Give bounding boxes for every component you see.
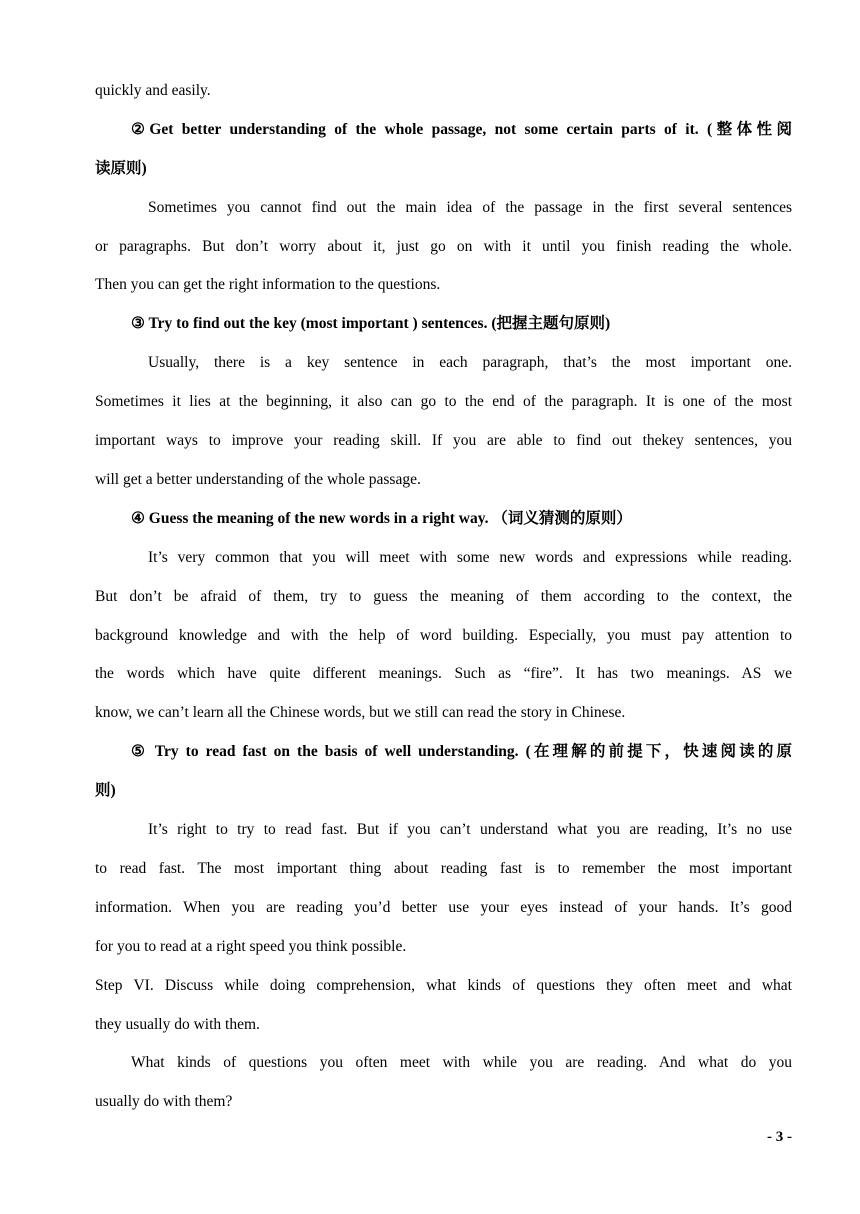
principle-heading-5-cont: 则) bbox=[95, 782, 116, 799]
text-line: Usually, there is a key sentence in each paragraph, that’s the most important one. bbox=[148, 354, 792, 371]
principle-heading-4: ④ Guess the meaning of the new words in a right way. （词义猜测的原则） bbox=[131, 510, 632, 527]
text-line: usually do with them? bbox=[95, 1093, 233, 1110]
text-line: Then you can get the right information to the questions. bbox=[95, 276, 441, 293]
principle-heading-2: ②Get better understanding of the whole passage, not some certain parts of it. (整体性阅 bbox=[131, 121, 792, 138]
text-line: they usually do with them. bbox=[95, 1016, 260, 1033]
text-line: What kinds of questions you often meet with while you are reading. And what do you bbox=[131, 1054, 792, 1071]
text-line: information. When you are reading you’d better use your eyes instead of your hands. It’s good bbox=[95, 899, 792, 916]
text-line: important ways to improve your reading skill. If you are able to find out thekey sentences, you bbox=[95, 432, 792, 449]
text-line: will get a better understanding of the whole passage. bbox=[95, 471, 421, 488]
text-line: It’s very common that you will meet with some new words and expressions while reading. bbox=[148, 549, 792, 566]
text-line: background knowledge and with the help of word building. Especially, you must pay attention to bbox=[95, 627, 792, 644]
principle-heading-2-cont: 读原则) bbox=[95, 160, 147, 177]
text-line: But don’t be afraid of them, try to guess the meaning of them according to the context, the bbox=[95, 588, 792, 605]
principle-heading-5: ⑤ Try to read fast on the basis of well understanding. (在理解的前提下，快速阅读的原 bbox=[131, 743, 792, 760]
text-line: Sometimes it lies at the beginning, it also can go to the end of the paragraph. It is one of the most bbox=[95, 393, 792, 410]
text-line: It’s right to try to read fast. But if you can’t understand what you are reading, It’s no use bbox=[148, 821, 792, 838]
text-line: know, we can’t learn all the Chinese words, but we still can read the story in Chinese. bbox=[95, 704, 626, 721]
text-line: Sometimes you cannot find out the main idea of the passage in the first several sentences bbox=[148, 199, 792, 216]
page-number: - 3 - bbox=[767, 1129, 792, 1145]
principle-heading-3: ③ Try to find out the key (most important ) sentences. (把握主题句原则) bbox=[131, 315, 611, 332]
text-line: for you to read at a right speed you think possible. bbox=[95, 938, 407, 955]
text-line: to read fast. The most important thing about reading fast is to remember the most important bbox=[95, 860, 792, 877]
text-line: quickly and easily. bbox=[95, 82, 211, 99]
step-heading: Step VI. Discuss while doing comprehension, what kinds of questions they often meet and what bbox=[95, 977, 792, 994]
text-line: or paragraphs. But don’t worry about it, just go on with it until you finish reading the whole. bbox=[95, 238, 792, 255]
text-line: the words which have quite different meanings. Such as “fire”. It has two meanings. AS we bbox=[95, 665, 792, 682]
